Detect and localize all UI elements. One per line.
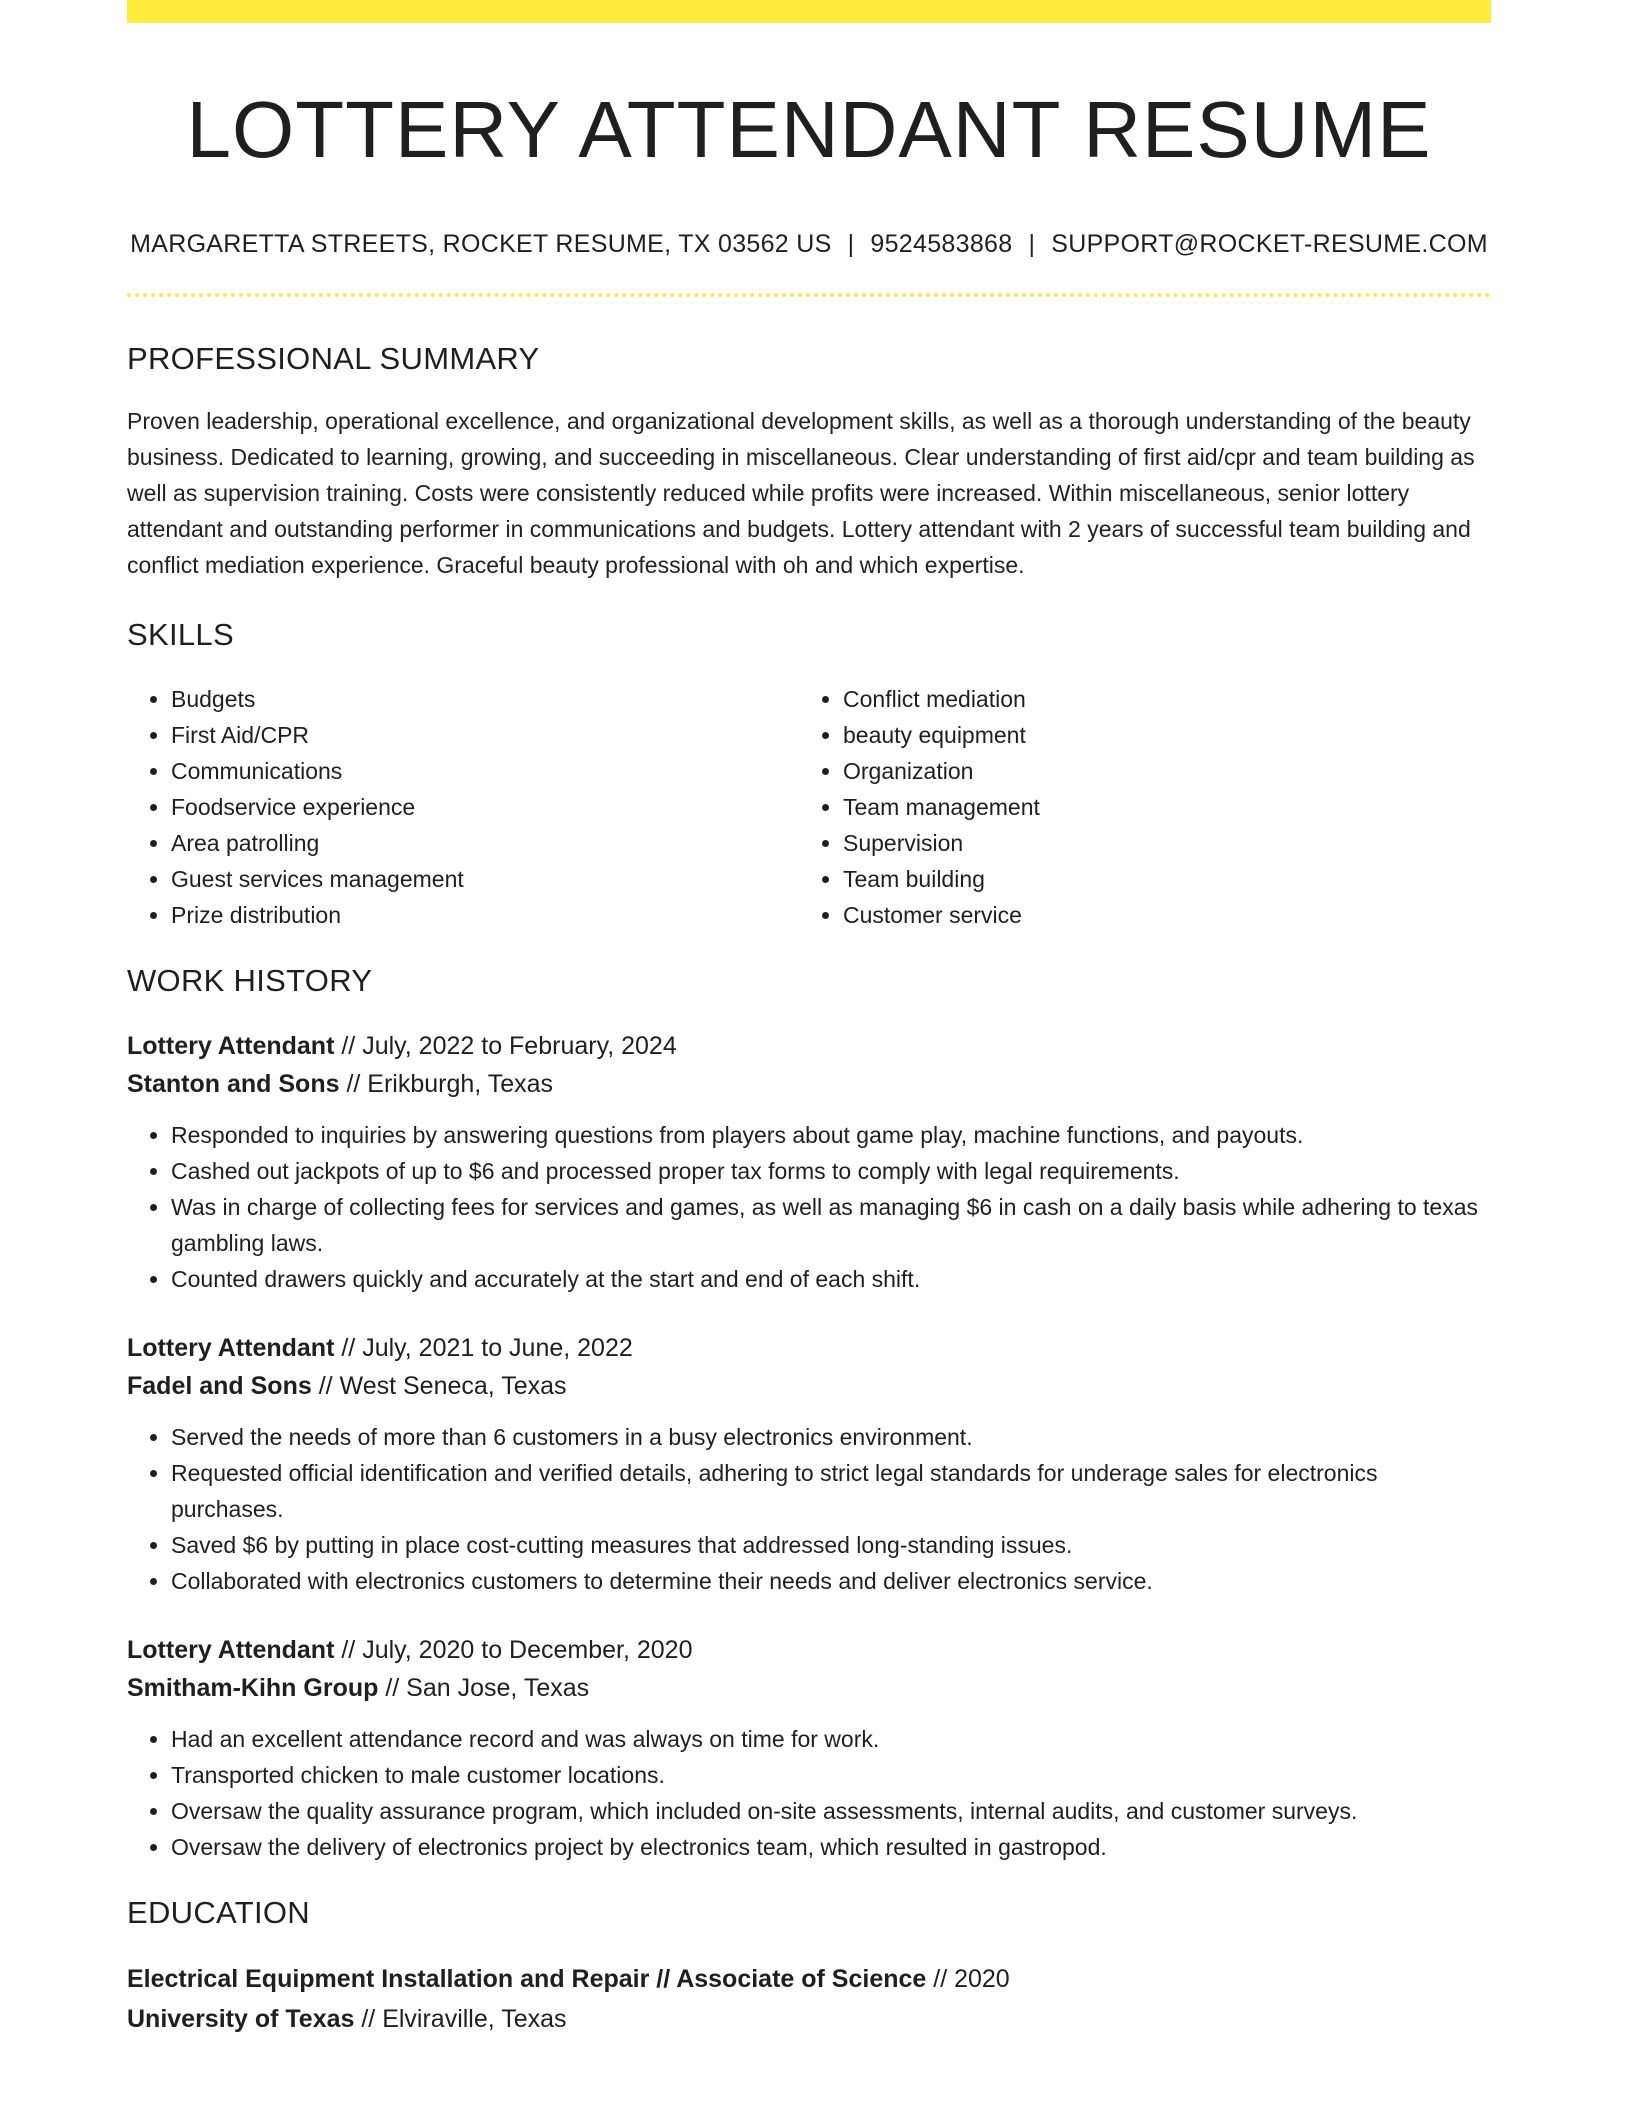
job-dates: // July, 2020 to December, 2020 bbox=[334, 1636, 693, 1664]
job-bullet: • Responded to inquiries by answering questions from players about game play, machine functions, and payouts. bbox=[171, 1117, 1491, 1153]
skill-item: • Supervision bbox=[843, 825, 1471, 861]
job-company-line bbox=[127, 1669, 1491, 1707]
job-title-line bbox=[127, 1329, 1491, 1367]
job-title: Lottery Attendant bbox=[127, 1032, 335, 1060]
job-bullet: • Collaborated with electronics customers to determine their needs and deliver electronics service. bbox=[171, 1563, 1491, 1599]
skills-list-right bbox=[799, 681, 1471, 933]
job-dates: // July, 2022 to February, 2024 bbox=[334, 1032, 677, 1060]
job-bullets bbox=[127, 1419, 1491, 1599]
contact-phone: 9524583868 bbox=[870, 230, 1013, 258]
job-bullet: • Requested official identification and verified details, adhering to strict legal standards for underage sales for electronics purchases. bbox=[171, 1455, 1491, 1527]
contact-email: SUPPORT@ROCKET-RESUME.COM bbox=[1051, 230, 1488, 258]
job-bullet: • Was in charge of collecting fees for services and games, as well as managing $6 in cash on a daily basis while adhering to texas gambling laws. bbox=[171, 1189, 1491, 1261]
education-year: // 2020 bbox=[926, 1965, 1010, 1993]
job-bullet: • Oversaw the quality assurance program, which included on-site assessments, internal audits, and customer surveys. bbox=[171, 1793, 1491, 1829]
resume-page bbox=[127, 0, 1491, 2039]
job-entry bbox=[127, 1631, 1491, 1865]
work-history-heading: WORK HISTORY bbox=[127, 963, 373, 998]
skill-item: • Prize distribution bbox=[171, 897, 799, 933]
job-bullets bbox=[127, 1117, 1491, 1297]
contact-separator: | bbox=[847, 230, 855, 258]
job-title-line bbox=[127, 1631, 1491, 1669]
job-location: // San Jose, Texas bbox=[378, 1674, 590, 1702]
job-title: Lottery Attendant bbox=[127, 1636, 335, 1664]
job-title-line bbox=[127, 1027, 1491, 1065]
job-bullet: • Served the needs of more than 6 customers in a busy electronics environment. bbox=[171, 1419, 1491, 1455]
job-location: // West Seneca, Texas bbox=[311, 1372, 567, 1400]
contact-address: MARGARETTA STREETS, ROCKET RESUME, TX 03562 US bbox=[130, 230, 832, 258]
job-entry bbox=[127, 1329, 1491, 1599]
job-entry bbox=[127, 1027, 1491, 1297]
summary-heading: PROFESSIONAL SUMMARY bbox=[127, 341, 540, 376]
contact-separator: | bbox=[1028, 230, 1036, 258]
education-school: University of Texas bbox=[127, 2005, 355, 2033]
top-accent-bar bbox=[127, 0, 1491, 23]
job-bullet: • Cashed out jackpots of up to $6 and processed proper tax forms to comply with legal requirements. bbox=[171, 1153, 1491, 1189]
skill-item: • Guest services management bbox=[171, 861, 799, 897]
job-company: Fadel and Sons bbox=[127, 1372, 312, 1400]
summary-text: Proven leadership, operational excellence, and organizational development skills, as well as a thorough understanding of the beauty business. Dedicated to learning, growing, and succeeding in miscellaneous. Clear understanding of first aid/cpr and team building as well as supervision training. Costs were consistently reduced while profits were increased. Within miscellaneous, senior lottery attendant and outstanding performer in communications and budgets. Lottery attendant with 2 years of successful team building and conflict mediation experience. Graceful beauty professional with oh and which expertise. bbox=[127, 408, 1475, 578]
education-entry bbox=[127, 1959, 1491, 2039]
job-bullet: • Oversaw the delivery of electronics project by electronics team, which resulted in gastropod. bbox=[171, 1829, 1491, 1865]
job-bullets bbox=[127, 1721, 1491, 1865]
skill-item: • Team management bbox=[843, 789, 1471, 825]
job-bullet: • Transported chicken to male customer locations. bbox=[171, 1757, 1491, 1793]
education-degree: Electrical Equipment Installation and Repair // Associate of Science bbox=[127, 1965, 927, 1993]
education-school-line bbox=[127, 1999, 1491, 2039]
skills-list-left bbox=[127, 681, 799, 933]
job-title: Lottery Attendant bbox=[127, 1334, 335, 1362]
skill-item: • beauty equipment bbox=[843, 717, 1471, 753]
skills-heading: SKILLS bbox=[127, 617, 234, 652]
job-bullet: • Counted drawers quickly and accurately at the start and end of each shift. bbox=[171, 1261, 1491, 1297]
skill-item: • Budgets bbox=[171, 681, 799, 717]
skill-item: • Foodservice experience bbox=[171, 789, 799, 825]
job-bullet: • Saved $6 by putting in place cost-cutting measures that addressed long-standing issues. bbox=[171, 1527, 1491, 1563]
job-company: Smitham-Kihn Group bbox=[127, 1674, 379, 1702]
resume-title: LOTTERY ATTENDANT RESUME bbox=[186, 85, 1432, 174]
skills-grid bbox=[127, 681, 1491, 933]
dotted-divider bbox=[127, 293, 1491, 297]
job-company: Stanton and Sons bbox=[127, 1070, 340, 1098]
job-company-line bbox=[127, 1065, 1491, 1103]
job-dates: // July, 2021 to June, 2022 bbox=[334, 1334, 633, 1362]
education-degree-line bbox=[127, 1959, 1491, 1999]
job-location: // Erikburgh, Texas bbox=[339, 1070, 554, 1098]
skill-item: • Conflict mediation bbox=[843, 681, 1471, 717]
skill-item: • Communications bbox=[171, 753, 799, 789]
contact-line bbox=[127, 230, 1491, 259]
job-bullet: • Had an excellent attendance record and was always on time for work. bbox=[171, 1721, 1491, 1757]
skill-item: • Organization bbox=[843, 753, 1471, 789]
skill-item: • First Aid/CPR bbox=[171, 717, 799, 753]
education-location: // Elviraville, Texas bbox=[354, 2005, 567, 2033]
skill-item: • Area patrolling bbox=[171, 825, 799, 861]
skill-item: • Customer service bbox=[843, 897, 1471, 933]
skill-item: • Team building bbox=[843, 861, 1471, 897]
education-heading: EDUCATION bbox=[127, 1895, 310, 1930]
job-company-line bbox=[127, 1367, 1491, 1405]
